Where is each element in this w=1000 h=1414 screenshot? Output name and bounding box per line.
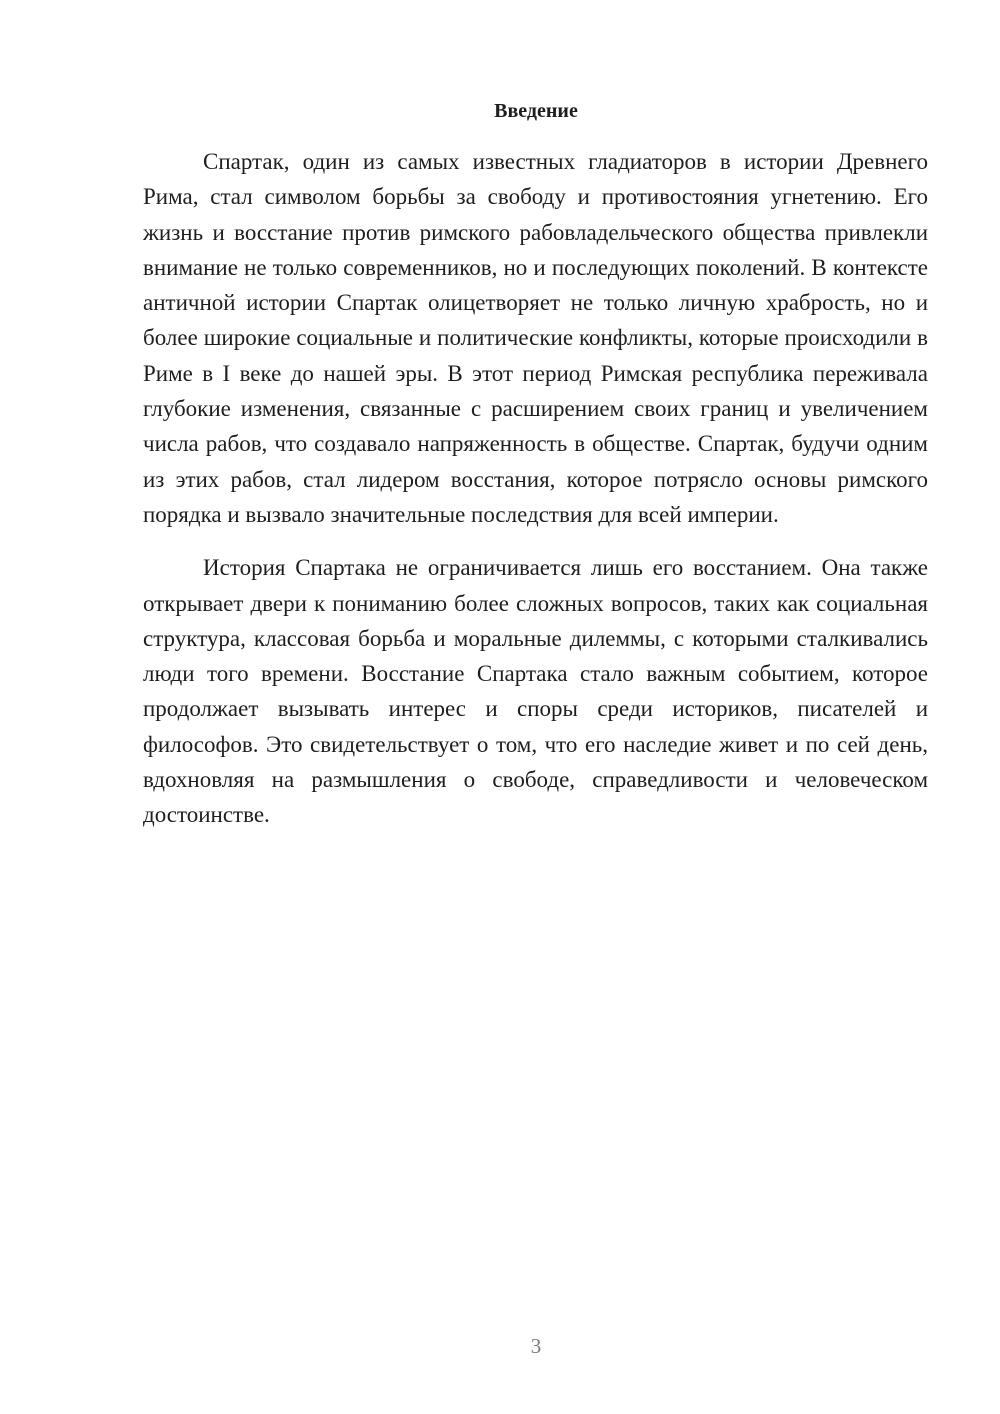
section-heading: Введение — [494, 100, 578, 122]
paragraph-2: История Спартака не ограничивается лишь его восстанием. Она также открывает двери к пониманию более сложных вопросов, таких как социальная структура, классовая борьба и моральные дилеммы, с которыми сталкивались люди того времени. Восстание Спартака стало важным событием, которое продолжает вызывать интерес и споры среди историков, писателей и философов. Это свидетельствует о том, что его наследие живет и по сей день, вдохновляя на размышления о свободе, справедливости и человеческом достоинстве. — [143, 555, 928, 828]
paragraph-1: Спартак, один из самых известных гладиаторов в истории Древнего Рима, стал символом борьбы за свободу и противостояния угнетению. Его жизнь и восстание против римского рабовладельческого общества привлекли внимание не только современников, но и последующих поколений. В контексте античной истории Спартак олицетворяет не только личную храбрость, но и более широкие социальные и политические конфликты, которые происходили в Риме в I веке до нашей эры. В этот период Римская республика переживала глубокие изменения, связанные с расширением своих границ и увеличением числа рабов, что создавало напряженность в обществе. Спартак, будучи одним из этих рабов, стал лидером восстания, которое потрясло основы римского порядка и вызвало значительные последствия для всей империи. — [143, 149, 928, 527]
page-number: 3 — [530, 1334, 542, 1358]
document-body — [143, 144, 928, 833]
